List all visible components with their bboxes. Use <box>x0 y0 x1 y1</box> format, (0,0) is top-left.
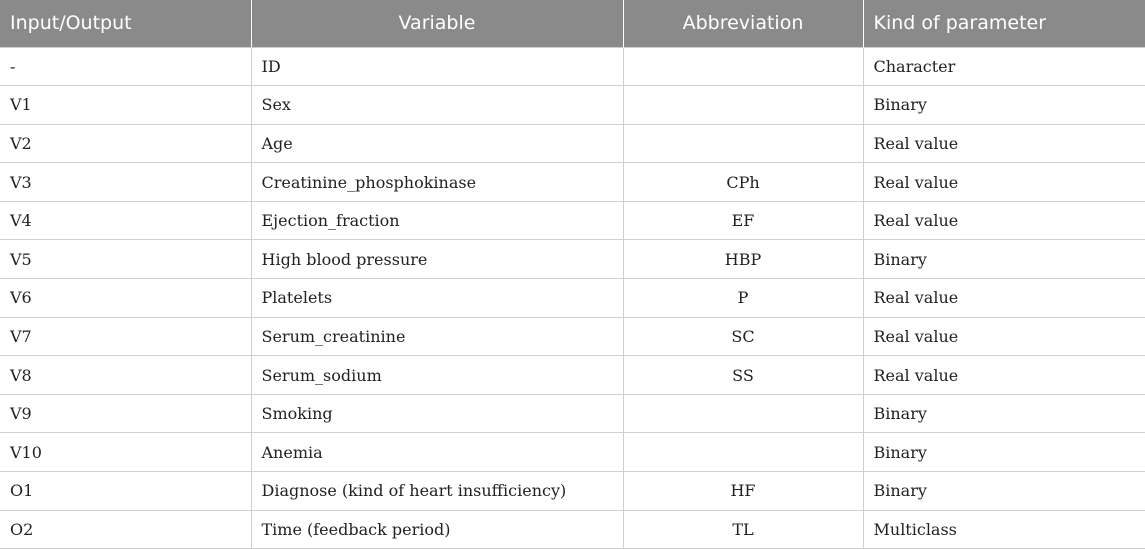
cell-variable: Serum_creatinine <box>251 317 623 356</box>
table-row <box>0 394 1145 433</box>
cell-io: V1 <box>0 86 251 125</box>
table-row <box>0 317 1145 356</box>
cell-kind: Binary <box>863 394 1145 433</box>
cell-variable: Platelets <box>251 279 623 318</box>
cell-abbreviation: CPh <box>623 163 863 202</box>
table-row <box>0 356 1145 395</box>
table-row <box>0 279 1145 318</box>
cell-io: V3 <box>0 163 251 202</box>
cell-variable: ID <box>251 47 623 86</box>
table-row <box>0 240 1145 279</box>
cell-abbreviation: TL <box>623 510 863 549</box>
cell-kind: Multiclass <box>863 510 1145 549</box>
table-header <box>0 0 1145 47</box>
cell-io: O1 <box>0 472 251 511</box>
cell-io: V9 <box>0 394 251 433</box>
cell-io: V7 <box>0 317 251 356</box>
table-row <box>0 124 1145 163</box>
table-row <box>0 510 1145 549</box>
cell-io: V8 <box>0 356 251 395</box>
cell-abbreviation <box>623 433 863 472</box>
cell-kind: Real value <box>863 317 1145 356</box>
cell-io: V10 <box>0 433 251 472</box>
cell-abbreviation: P <box>623 279 863 318</box>
table-row <box>0 86 1145 125</box>
cell-io: V5 <box>0 240 251 279</box>
cell-variable: Serum_sodium <box>251 356 623 395</box>
cell-kind: Real value <box>863 201 1145 240</box>
cell-variable: Age <box>251 124 623 163</box>
cell-kind: Real value <box>863 356 1145 395</box>
cell-kind: Binary <box>863 86 1145 125</box>
cell-variable: Diagnose (kind of heart insufficiency) <box>251 472 623 511</box>
cell-kind: Real value <box>863 124 1145 163</box>
cell-variable: Smoking <box>251 394 623 433</box>
table-row <box>0 47 1145 86</box>
table-row <box>0 433 1145 472</box>
cell-kind: Binary <box>863 472 1145 511</box>
cell-kind: Real value <box>863 163 1145 202</box>
cell-abbreviation <box>623 394 863 433</box>
cell-io: V2 <box>0 124 251 163</box>
cell-variable: Sex <box>251 86 623 125</box>
cell-variable: High blood pressure <box>251 240 623 279</box>
header-variable: Variable <box>251 0 623 47</box>
cell-io: O2 <box>0 510 251 549</box>
cell-variable: Ejection_fraction <box>251 201 623 240</box>
header-abbreviation: Abbreviation <box>623 0 863 47</box>
cell-io: - <box>0 47 251 86</box>
cell-kind: Real value <box>863 279 1145 318</box>
header-kind-of-parameter: Kind of parameter <box>863 0 1145 47</box>
cell-abbreviation: HF <box>623 472 863 511</box>
cell-kind: Binary <box>863 433 1145 472</box>
cell-variable: Time (feedback period) <box>251 510 623 549</box>
cell-io: V4 <box>0 201 251 240</box>
cell-abbreviation <box>623 47 863 86</box>
table-row <box>0 163 1145 202</box>
cell-variable: Anemia <box>251 433 623 472</box>
cell-abbreviation: SS <box>623 356 863 395</box>
cell-abbreviation <box>623 124 863 163</box>
cell-abbreviation <box>623 86 863 125</box>
cell-abbreviation: HBP <box>623 240 863 279</box>
cell-abbreviation: EF <box>623 201 863 240</box>
cell-io: V6 <box>0 279 251 318</box>
cell-kind: Character <box>863 47 1145 86</box>
table-row <box>0 201 1145 240</box>
table-body <box>0 47 1145 549</box>
header-row <box>0 0 1145 47</box>
cell-variable: Creatinine_phosphokinase <box>251 163 623 202</box>
cell-abbreviation: SC <box>623 317 863 356</box>
table-row <box>0 472 1145 511</box>
cell-kind: Binary <box>863 240 1145 279</box>
header-input-output: Input/Output <box>0 0 251 47</box>
